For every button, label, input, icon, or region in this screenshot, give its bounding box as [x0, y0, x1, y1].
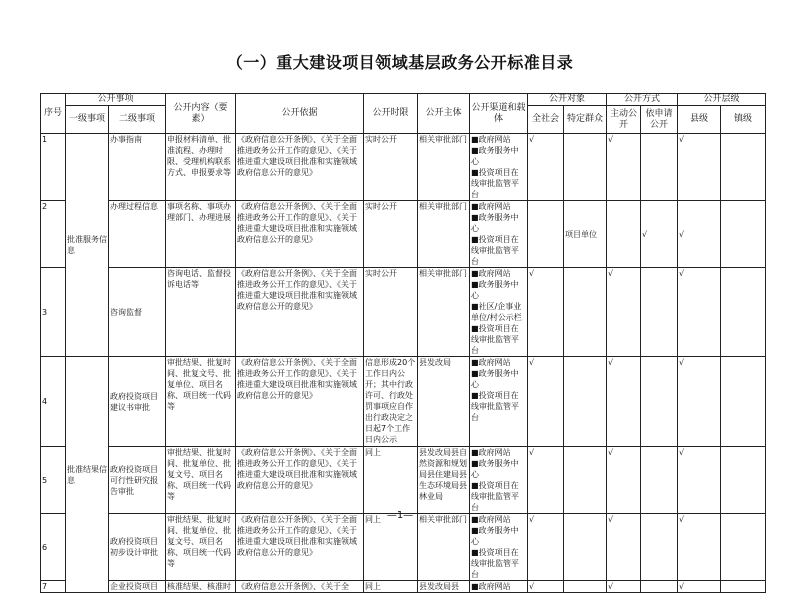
content-cell: 审批结果、批复时间、批复单位、批复文号、项目名称、项目统一代码等 — [166, 514, 236, 581]
subject-cell: 相关审批部门 — [418, 268, 470, 357]
active-check — [607, 201, 641, 268]
all-check: √ — [528, 447, 564, 514]
specific-cell — [564, 581, 607, 593]
header-seq: 序号 — [41, 94, 66, 134]
county-check: √ — [678, 581, 721, 593]
channel-item: ■政府网站 — [471, 515, 511, 524]
header-subject: 公开主体 — [418, 94, 470, 134]
header-basis: 公开依据 — [236, 94, 364, 134]
header-time: 公开时限 — [364, 94, 418, 134]
content-cell: 核准结果、核准时 — [166, 581, 236, 593]
header-active: 主动公开 — [607, 106, 641, 134]
county-check: √ — [678, 357, 721, 447]
header-channel: 公开渠道和载体 — [470, 94, 528, 134]
subject-cell: 县发改局 — [418, 357, 470, 447]
channel-cell — [470, 357, 528, 447]
page-number: —1— — [386, 510, 414, 521]
all-check — [528, 201, 564, 268]
level2-item: 政府投资项目初步设计审批 — [109, 514, 166, 581]
level2-item: 企业投资项目 — [109, 581, 166, 593]
active-check: √ — [607, 357, 641, 447]
subject-cell: 相关审批部门 — [418, 201, 470, 268]
county-check: √ — [678, 447, 721, 514]
channel-item: ■政府网站 — [471, 135, 511, 144]
time-cell: 同上 — [364, 447, 418, 514]
row-number: 3 — [41, 268, 66, 357]
channel-item: ■投资项目在线审批监管平台 — [471, 324, 520, 355]
header-all: 全社会 — [528, 106, 564, 134]
channel-item: ■政务服务中心 — [471, 459, 519, 479]
basis-cell: 《政府信息公开条例》、《关于全面推进政务公开工作的意见》、《关于推进重大建设项目批准和实施领域政府信息公开的意见》 — [236, 201, 364, 268]
header-level2: 二级事项 — [109, 106, 166, 134]
channel-item: ■政务服务中心 — [471, 213, 519, 233]
row-number: 1 — [41, 134, 66, 201]
channel-item: ■投资项目在线审批监管平台 — [471, 235, 520, 266]
channel-item: ■政务服务中心 — [471, 526, 519, 546]
channel-item: ■投资项目在线审批监管平台 — [471, 168, 520, 199]
basis-cell: 《政府信息公开条例》、《关于全面推进政务公开工作的意见》、《关于推进重大建设项目批准和实施领域政府信息公开的意见》 — [236, 357, 364, 447]
content-cell: 审批结果、批复时间、批复文号、批复单位、项目名称、项目统一代码等 — [166, 357, 236, 447]
town-check — [721, 268, 766, 357]
channel-item: ■政府网站 — [471, 269, 511, 278]
request-check: √ — [641, 201, 678, 268]
channel-item: ■政府网站 — [471, 358, 511, 367]
time-cell: 同上 — [364, 514, 418, 581]
header-county: 县级 — [678, 106, 721, 134]
page-title: （一）重大建设项目领域基层政务公开标准目录 — [226, 53, 574, 72]
active-check: √ — [607, 134, 641, 201]
time-cell: 实时公开 — [364, 134, 418, 201]
table-row — [41, 201, 766, 268]
channel-item: ■投资项目在线审批监管平台 — [471, 391, 520, 422]
channel-cell — [470, 268, 528, 357]
time-cell: 实时公开 — [364, 201, 418, 268]
table-row — [41, 357, 766, 447]
content-cell: 咨询电话、监督投诉电话等 — [166, 268, 236, 357]
level2-item: 办理过程信息 — [109, 201, 166, 268]
request-check — [641, 134, 678, 201]
town-check — [721, 134, 766, 201]
header-method: 公开方式 — [607, 94, 678, 106]
specific-cell — [564, 514, 607, 581]
table-row — [41, 581, 766, 593]
header-level1: 一级事项 — [66, 106, 109, 134]
time-cell: 同上 — [364, 581, 418, 593]
specific-cell: 项目单位 — [564, 201, 607, 268]
all-check: √ — [528, 268, 564, 357]
channel-item: ■社区/企事业单位/村公示栏 — [471, 302, 522, 322]
channel-cell — [470, 134, 528, 201]
row-number: 6 — [41, 514, 66, 581]
active-check: √ — [607, 447, 641, 514]
channel-cell — [470, 581, 528, 593]
basis-cell: 《政府信息公开条例》、《关于全面推进政务公开工作的意见》、《关于推进重大建设项目批准和实施领域政府信息公开的意见》 — [236, 514, 364, 581]
channel-item: ■政府网站 — [471, 582, 511, 591]
all-check: √ — [528, 357, 564, 447]
town-check — [721, 447, 766, 514]
group-label-approval-service: 批准服务信息 — [66, 134, 109, 357]
header-items: 公开事项 — [66, 94, 166, 106]
subject-cell: 相关审批部门 — [418, 514, 470, 581]
basis-cell: 《政府信息公开条例》、《关于全面推进政务公开工作的意见》、《关于推进重大建设项目批准和实施领域政府信息公开的意见》 — [236, 268, 364, 357]
county-check: √ — [678, 201, 721, 268]
basis-cell: 《政府信息公开条例》、《关于全面推进政务公开工作的意见》、《关于推进重大建设项目批准和实施领域政府信息公开的意见》 — [236, 134, 364, 201]
header-specific: 特定群众 — [564, 106, 607, 134]
header-level: 公开层级 — [678, 94, 766, 106]
all-check: √ — [528, 581, 564, 593]
row-number: 2 — [41, 201, 66, 268]
row-number: 5 — [41, 447, 66, 514]
county-check: √ — [678, 134, 721, 201]
all-check: √ — [528, 514, 564, 581]
basis-cell: 《政府信息公开条例》、《关于全面推进政务公开工作的意见》、《关于推进重大建设项目批准和实施领域政府信息公开的意见》 — [236, 447, 364, 514]
channel-item: ■政府网站 — [471, 202, 511, 211]
content-cell: 申报材料清单、批准流程、办理时限、受理机构联系方式、申报要求等 — [166, 134, 236, 201]
town-check — [721, 357, 766, 447]
level2-item: 咨询监督 — [109, 268, 166, 357]
active-check: √ — [607, 514, 641, 581]
time-cell: 实时公开 — [364, 268, 418, 357]
channel-item: ■投资项目在线审批监管平台 — [471, 481, 520, 512]
header-target: 公开对象 — [528, 94, 607, 106]
header-town: 镇级 — [721, 106, 766, 134]
table-row — [41, 514, 766, 581]
level2-item: 办事指南 — [109, 134, 166, 201]
channel-item: ■政府网站 — [471, 448, 511, 457]
all-check: √ — [528, 134, 564, 201]
specific-cell — [564, 447, 607, 514]
table-row — [41, 268, 766, 357]
subject-cell: 县发改局县自然资源和规划局县住建局县生态环境局县林业局 — [418, 447, 470, 514]
town-check — [721, 514, 766, 581]
channel-cell — [470, 201, 528, 268]
header-content: 公开内容（要素） — [166, 94, 236, 134]
county-check: √ — [678, 268, 721, 357]
channel-cell — [470, 514, 528, 581]
channel-item: ■政务服务中心 — [471, 280, 519, 300]
specific-cell — [564, 268, 607, 357]
content-cell: 审批结果、批复时间、批复单位、批复文号、项目名称、项目统一代码等 — [166, 447, 236, 514]
basis-cell: 《政府信息公开条例》、《关于全 — [236, 581, 364, 593]
content-cell: 事项名称、事项办理部门、办理进展 — [166, 201, 236, 268]
row-number: 4 — [41, 357, 66, 447]
request-check — [641, 447, 678, 514]
channel-item: ■政务服务中心 — [471, 146, 519, 166]
town-check — [721, 201, 766, 268]
channel-item: ■政务服务中心 — [471, 369, 519, 389]
level2-item: 政府投资项目建议书审批 — [109, 357, 166, 447]
table-row — [41, 447, 766, 514]
county-check: √ — [678, 514, 721, 581]
specific-cell — [564, 357, 607, 447]
request-check — [641, 268, 678, 357]
subject-cell: 相关审批部门 — [418, 134, 470, 201]
active-check: √ — [607, 581, 641, 593]
header-request: 依申请公开 — [641, 106, 678, 134]
channel-cell — [470, 447, 528, 514]
town-check — [721, 581, 766, 593]
request-check — [641, 581, 678, 593]
subject-cell: 县发改局县 — [418, 581, 470, 593]
specific-cell — [564, 134, 607, 201]
channel-item: ■投资项目在线审批监管平台 — [471, 548, 520, 579]
row-number: 7 — [41, 581, 66, 593]
table-row — [41, 134, 766, 201]
group-label-approval-result: 批准结果信息 — [66, 357, 109, 593]
active-check: √ — [607, 268, 641, 357]
level2-item: 政府投资项目可行性研究报告审批 — [109, 447, 166, 514]
request-check — [641, 514, 678, 581]
request-check — [641, 357, 678, 447]
time-cell: 信息形成20个工作日内公开；其中行政许可、行政处罚事项应自作出行政决定之日起7个工作日内公示 — [364, 357, 418, 447]
